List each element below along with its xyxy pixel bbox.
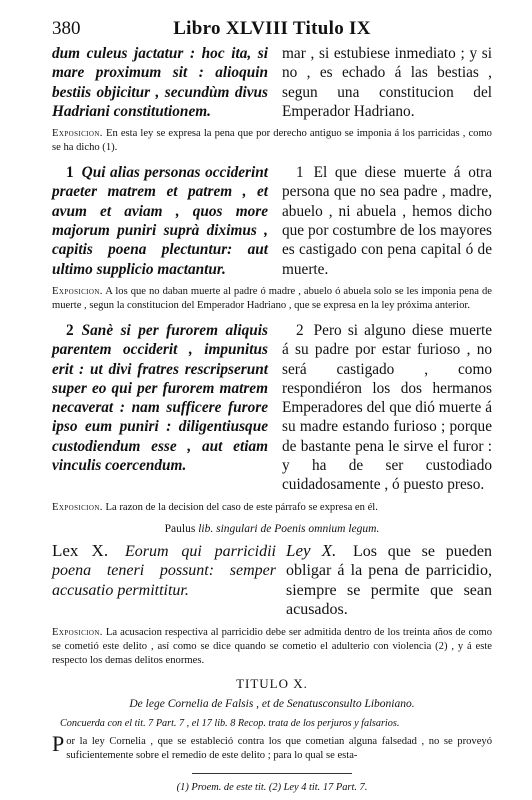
section-number: 1	[296, 164, 304, 182]
spanish-text: Pero si alguno diese muerte á su padre por estar furioso , no será castigado , como respondiéron los dos hermanos Emperadores del que dió muerte á su madre estando furioso ; porque de bastante pena le sirve el furor : y ha de ser custodiado cuidadosamente , ó puesto preso.	[282, 321, 492, 494]
top-continuation	[52, 44, 492, 121]
spanish-text: El que diese muerte á otra persona que no sea padre , madre, abuelo , ni abuela , hemos dicho que por costumbre de los mayores es castigado con pena capital ó de muerte.	[282, 164, 492, 278]
exposicion-1	[52, 127, 492, 155]
footnotes: (1) Proem. de este tit. (2) Ley 4 tit. 17 Part. 7.	[176, 781, 368, 793]
latin-text: dum culeus jactatur : hoc ita, si mare proximum sit : alioquin bestiis objicitur , secundùm divus Hadriani constitutionem.	[52, 45, 268, 120]
exposicion-text: La razon de la decision del caso de este párrafo se expresa en él.	[105, 501, 378, 513]
concordancia: Concuerda con el tit. 7 Part. 7 , el 17 lib. 8 Recop. trata de los perjuros y falsarios.	[60, 717, 400, 729]
exposicion-text: A los que no daban muerte al padre ó madre , abuelo ó abuela solo se les imponia pena de muerte , segun la constitucion del Emperador Hadriano , que se expresa en la ley próxima anterior.	[52, 285, 492, 311]
section-2	[52, 321, 492, 495]
book-page	[52, 18, 492, 793]
spanish-text: mar , si estubiese inmediato ; y si no , es echado á las bestias , segun una constitucion del Emperador Hadriano.	[282, 45, 492, 120]
lex-heading: Lex X.	[52, 540, 109, 560]
latin-text: Qui alias personas occiderint praeter matrem et patrem , et avum et aviam , quos more majorum puniri suprà diximus , capitis poena plectuntur: aut ultimo supplicio mactantur.	[52, 164, 268, 278]
running-title: Libro XLVIII Titulo IX	[173, 18, 371, 39]
author-name: Paulus	[164, 522, 196, 535]
intro-paragraph	[52, 730, 492, 763]
section-1	[52, 163, 492, 279]
titulo-heading: TITULO X.	[236, 675, 308, 691]
exposicion-4	[52, 626, 492, 668]
exposicion-3	[52, 501, 492, 515]
section-number: 2	[296, 321, 304, 339]
source-work: lib. singulari de Poenis omnium legum.	[198, 522, 380, 535]
spanish-text: Los que se pueden obligar á la pena de parricidio, siempre se permite que sean acusados.	[286, 542, 493, 619]
exposicion-label: Exposicion.	[52, 501, 103, 513]
exposicion-label: Exposicion.	[52, 285, 103, 297]
exposicion-label: Exposicion.	[52, 626, 103, 638]
ley-heading: Ley X.	[286, 540, 337, 560]
lex-x	[52, 541, 492, 620]
latin-text: Sanè si per furorem aliquis parentem occiderit , impunitus erit : ut divi fratres rescripserunt super eo qui per furorem matrem necaverat : nam sufficere furore ipso eum puniri : diligentiusque custodiendum esse , aut etiam vinculis coercendum.	[52, 321, 268, 475]
latin-text: Eorum qui parricidii poena teneri possunt: semper accusatio permittitur.	[52, 542, 276, 599]
section-number: 1	[66, 164, 74, 182]
footnote-divider	[192, 773, 352, 774]
exposicion-text: La acusacion respectiva al parricidio debe ser admitida dentro de los treinta años de como se cometió este delito , así como se dice quando se cometio el adulterio con violencia (2) , y á este respecto los demas delitos enormes.	[52, 626, 492, 666]
exposicion-label: Exposicion.	[52, 128, 103, 140]
source-attribution	[52, 523, 492, 535]
section-number: 2	[66, 321, 74, 339]
exposicion-2	[52, 285, 492, 313]
page-number: 380	[52, 18, 81, 39]
page-header	[52, 18, 492, 44]
intro-text: or la ley Cornelia , que se estableció contra los que cometian alguna falsedad , no se proveyó suficientemente sobre el remedio de este delito ; para lo qual se esta-	[66, 735, 492, 761]
drop-capital: P	[52, 730, 65, 756]
exposicion-text: En esta ley se expresa la pena que por derecho antiguo se imponia á los parricidas , como se ha dicho (1).	[52, 128, 492, 154]
titulo-subtitle: De lege Cornelia de Falsis , et de Senatusconsulto Liboniano.	[129, 697, 415, 710]
